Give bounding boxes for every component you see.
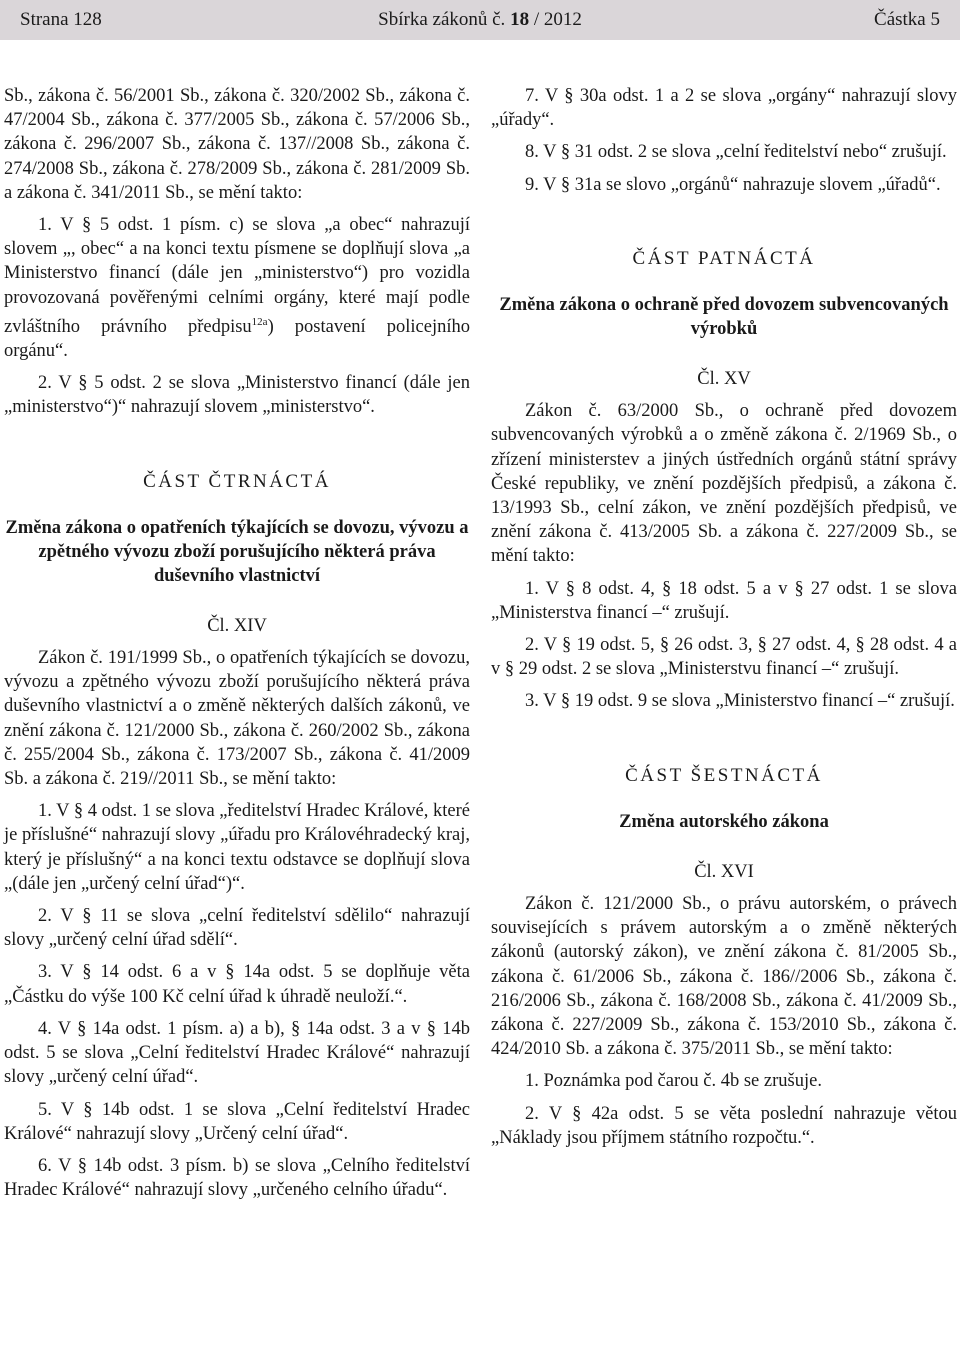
amendment-item: 9. V § 31a se slovo „orgánů“ nahrazuje slovem „úřadů“.: [525, 174, 941, 195]
item-text: 1. V § 5 odst. 1 písm. c) se slova „a obec“ nahrazují slovem „, obec“ a na konci textu písmene se doplňují slova „a Ministerstvo financí (dále jen „ministerstvo“) pro vozidla provozovaná pověřenými celními orgány, které mají podle zvláštního právního předpisu: [4, 215, 470, 337]
amendment-item: 8. V § 31 odst. 2 se slova „celní ředitelství nebo“ zrušují.: [525, 142, 947, 163]
amendment-item: 3. V § 19 odst. 9 se slova „Ministerstvo financí –“ zrušují.: [525, 691, 955, 712]
article-intro: Zákon č. 63/2000 Sb., o ochraně před dovozem subvencovaných výrobků a o změně zákona č. 2/1969 Sb., o zřízení ministerstev a jiných ústředních orgánů státní správy České republiky, ve znění pozdějších předpisů, a zákona č. 13/1993 Sb., celní zákon, ve znění pozdějších předpisů, ve znění zákona č. 413/2005 Sb. a zákona č. 227/2009 Sb., se mění takto:: [491, 401, 957, 567]
collection-number: 18: [510, 9, 530, 30]
part-heading: ČÁST PATNÁCTÁ: [632, 247, 816, 269]
amendment-item: 6. V § 14b odst. 3 písm. b) se slova „Celního ředitelství Hradec Králové“ nahrazují slovy „určeného celního úřadu“.: [4, 1155, 470, 1201]
amendment-item: 1. V § 4 odst. 1 se slova „ředitelství Hradec Králové, které je příslušné“ nahrazují slovy „úřadu pro Královéhradecký kraj, který je příslušný“ a na konci textu odstavce se doplňují slova „(dále jen „určený celní úřad“)“.: [4, 801, 470, 894]
part-heading: ČÁST ŠESTNÁCTÁ: [625, 764, 823, 786]
amendment-item: 2. V § 42a odst. 5 se věta poslední nahrazuje větou „Náklady jsou příjmem státního rozpočtu.“.: [491, 1103, 957, 1148]
part-subheading: Změna autorského zákona: [619, 811, 829, 832]
article-heading: Čl. XV: [697, 369, 751, 390]
article-heading: Čl. XVI: [694, 861, 754, 882]
collection-year: / 2012: [533, 9, 582, 30]
item-text-end: ) postavení policejního orgánu“.: [4, 316, 471, 362]
article-heading: Čl. XIV: [207, 615, 267, 636]
amendment-item: 3. V § 14 odst. 6 a v § 14a odst. 5 se doplňuje věta „Částku do výše 100 Kč celní úřad k úhradě neuloží.“.: [4, 962, 470, 1007]
page-header: [0, 0, 960, 40]
part-heading: ČÁST ČTRNÁCTÁ: [143, 470, 331, 492]
amendment-item: 7. V § 30a odst. 1 a 2 se slova „orgány“ nahrazují slovy „úřady“.: [491, 86, 957, 131]
article-intro: Zákon č. 191/1999 Sb., o opatřeních týkajících se dovozu, vývozu a zpětného vývozu zboží porušujícího některá práva duševního vlastnictví a o změně některých dalších zákonů, ve znění zákona č. 121/2000 Sb., zákona č. 260/2002 Sb., zákona č. 255/2004 Sb., zákona č. 173/2007 Sb., zákona č. 41/2009 Sb. a zákona č. 219//2011 Sb., se mění takto:: [4, 648, 470, 790]
right-column: [491, 84, 957, 1158]
amendment-item: [4, 213, 470, 363]
part-subheading: Změna zákona o opatřeních týkajících se dovozu, vývozu a zpětného vývozu zboží porušujícího některá práva duševního vlastnictví: [5, 517, 469, 586]
amendment-item: 2. V § 5 odst. 2 se slova „Ministerstvo financí (dále jen „ministerstvo“)“ nahrazují slovem „ministerstvo“.: [4, 373, 470, 418]
issue-part: Částka 5: [874, 9, 940, 30]
footnote-ref: 12a: [251, 315, 268, 328]
amendment-item: 2. V § 19 odst. 5, § 26 odst. 3, § 27 odst. 4, § 28 odst. 4 a v § 29 odst. 2 se slova „Ministerstvu financí –“ zrušují.: [491, 635, 957, 680]
part-subheading: Změna zákona o ochraně před dovozem subvencovaných výrobků: [499, 295, 949, 340]
left-column: [4, 84, 470, 1210]
collection-title: [0, 9, 960, 31]
amendment-item: 1. Poznámka pod čarou č. 4b se zrušuje.: [525, 1071, 822, 1092]
intro-paragraph: Sb., zákona č. 56/2001 Sb., zákona č. 320/2002 Sb., zákona č. 47/2004 Sb., zákona č. 377/2005 Sb., zákona č. 57/2006 Sb., zákona č. 296/2007 Sb., zákona č. 137//2008 Sb., zákona č. 274/2008 Sb., zákona č. 278/2009 Sb., zákona č. 281/2009 Sb. a zákona č. 341/2011 Sb., se mění takto:: [4, 86, 470, 203]
amendment-item: 5. V § 14b odst. 1 se slova „Celní ředitelství Hradec Králové“ nahrazují slovy „Určený celní úřad“.: [4, 1099, 470, 1144]
amendment-item: 2. V § 11 se slova „celní ředitelství sdělilo“ nahrazují slovy „určený celní úřad sdělí“.: [4, 906, 470, 951]
article-intro: Zákon č. 121/2000 Sb., o právu autorském, o právech souvisejících s právem autorským a o změně některých zákonů (autorský zákon), ve znění zákona č. 81/2005 Sb., zákona č. 61/2006 Sb., zákona č. 186//2006 Sb., zákona č. 216/2006 Sb., zákona č. 168/2008 Sb., zákona č. 41/2009 Sb., zákona č. 227/2009 Sb., zákona č. 153/2010 Sb., zákona č. 424/2010 Sb. a zákona č. 375/2011 Sb., se mění takto:: [491, 894, 957, 1060]
amendment-item: 4. V § 14a odst. 1 písm. a) a b), § 14a odst. 3 a v § 14b odst. 5 se slova „Celní ředitelství Hradec Králové“ nahrazují slovy „určený celní úřad“.: [4, 1018, 470, 1088]
page-number: Strana 128: [20, 9, 102, 30]
amendment-item: 1. V § 8 odst. 4, § 18 odst. 5 a v § 27 odst. 1 se slova „Ministerstva financí –“ zrušují.: [491, 578, 957, 623]
collection-prefix: Sbírka zákonů č.: [378, 9, 506, 30]
